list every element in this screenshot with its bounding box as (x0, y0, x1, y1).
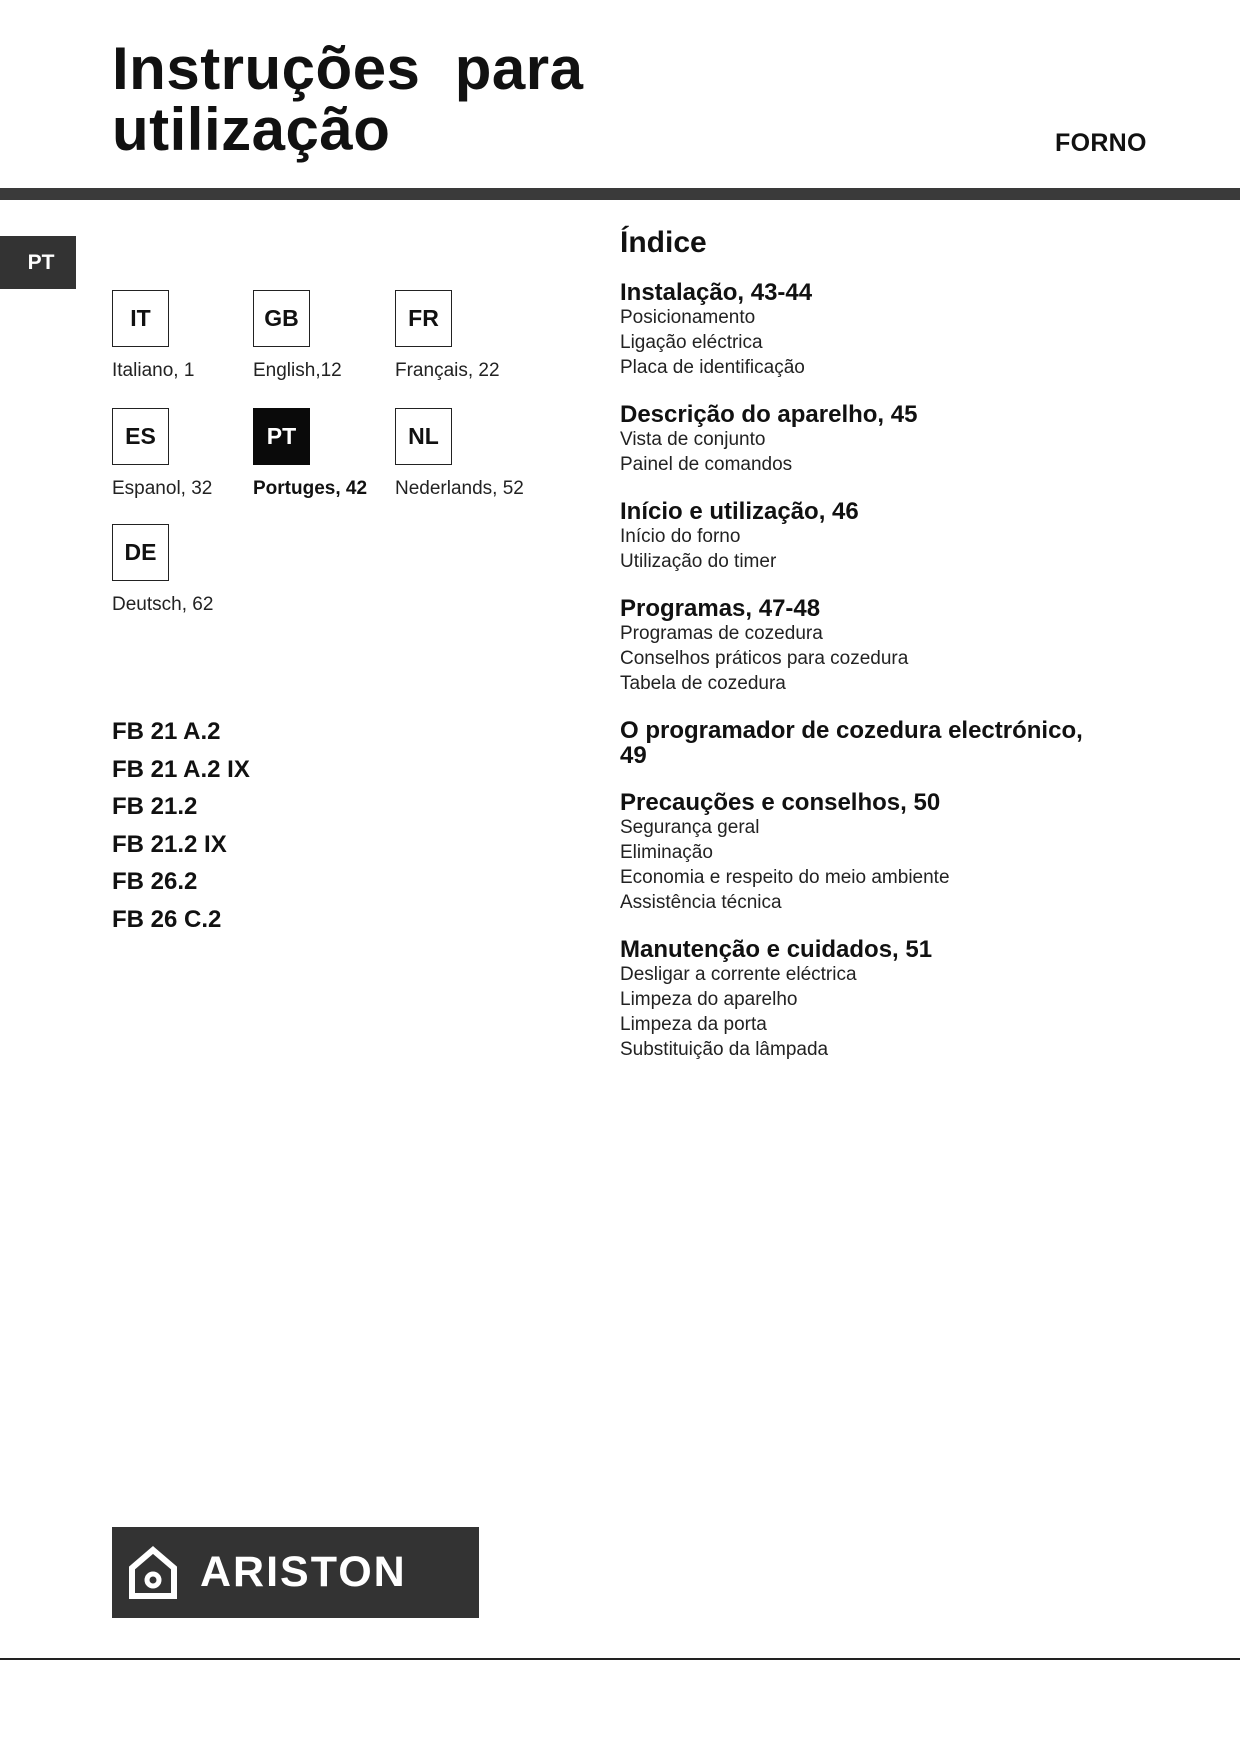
index-section (620, 402, 1140, 477)
table-of-contents (620, 226, 1140, 1084)
index-heading: Índice (620, 226, 707, 259)
index-section-item[interactable]: Conselhos práticos para cozedura (620, 648, 909, 669)
model-item: FB 21 A.2 IX (112, 755, 250, 783)
language-label: Nederlands, 52 (395, 478, 524, 499)
language-code-box-active[interactable]: PT (253, 408, 310, 465)
index-section-title[interactable]: Precauções e conselhos, 50 (620, 789, 941, 816)
language-label: Français, 22 (395, 360, 500, 381)
language-code-box[interactable]: ES (112, 408, 169, 465)
index-section-item[interactable]: Eliminação (620, 842, 713, 863)
index-section-item[interactable]: Limpeza da porta (620, 1014, 767, 1035)
title-line-1: Instruções para (112, 35, 584, 102)
language-option-es[interactable] (112, 408, 262, 500)
product-label: FORNO (1055, 129, 1147, 157)
index-section (620, 499, 1140, 574)
index-section-item[interactable]: Posicionamento (620, 307, 756, 328)
language-option-pt[interactable] (253, 408, 403, 500)
header-divider (0, 188, 1240, 200)
title-line-2: utilização (112, 96, 391, 163)
language-option-gb[interactable] (253, 290, 403, 382)
language-option-nl[interactable] (395, 408, 545, 500)
language-side-tab: PT (0, 236, 76, 289)
index-section-item[interactable]: Economia e respeito do meio ambiente (620, 867, 950, 888)
index-section-item[interactable]: Limpeza do aparelho (620, 989, 798, 1010)
language-option-it[interactable] (112, 290, 262, 382)
index-section-title[interactable]: Programas, 47-48 (620, 595, 821, 622)
language-option-fr[interactable] (395, 290, 545, 382)
index-section-item[interactable]: Assistência técnica (620, 892, 782, 913)
model-item: FB 26.2 (112, 868, 198, 896)
language-code-box[interactable]: FR (395, 290, 452, 347)
index-section (620, 718, 1140, 768)
index-section-item[interactable]: Ligação eléctrica (620, 332, 763, 353)
page-title (112, 35, 584, 163)
index-section-item[interactable]: Painel de comandos (620, 454, 793, 475)
index-section-item[interactable]: Segurança geral (620, 817, 760, 838)
language-label: Deutsch, 62 (112, 594, 214, 615)
language-label: Espanol, 32 (112, 478, 213, 499)
index-section-item[interactable]: Tabela de cozedura (620, 673, 786, 694)
index-section-item[interactable]: Programas de cozedura (620, 623, 823, 644)
house-icon (128, 1546, 178, 1600)
language-label: English,12 (253, 360, 342, 381)
model-item: FB 21.2 IX (112, 830, 227, 858)
index-section-item[interactable]: Vista de conjunto (620, 429, 766, 450)
index-section-item[interactable]: Placa de identificação (620, 357, 805, 378)
index-section-title[interactable]: Manutenção e cuidados, 51 (620, 936, 933, 963)
language-code-box[interactable]: NL (395, 408, 452, 465)
index-section (620, 596, 1140, 696)
index-section-item[interactable]: Início do forno (620, 526, 741, 547)
index-section (620, 937, 1140, 1062)
language-label-active: Portuges, 42 (253, 478, 368, 499)
model-item: FB 26 C.2 (112, 905, 222, 933)
language-option-de[interactable] (112, 524, 262, 616)
index-section-item[interactable]: Desligar a corrente eléctrica (620, 964, 857, 985)
model-item: FB 21 A.2 (112, 718, 221, 745)
ariston-logo (112, 1527, 479, 1618)
index-section-title[interactable]: Início e utilização, 46 (620, 498, 859, 525)
model-list (112, 713, 250, 939)
index-section-item[interactable]: Substituição da lâmpada (620, 1039, 829, 1060)
language-code-box[interactable]: IT (112, 290, 169, 347)
index-section (620, 280, 1140, 380)
index-section-item[interactable]: Utilização do timer (620, 551, 777, 572)
model-item: FB 21.2 (112, 793, 198, 821)
language-code-box[interactable]: GB (253, 290, 310, 347)
index-section-title[interactable]: Descrição do aparelho, 45 (620, 401, 918, 428)
brand-name: ARISTON (200, 1548, 407, 1596)
index-section (620, 790, 1140, 915)
language-code-box[interactable]: DE (112, 524, 169, 581)
footer-divider (0, 1658, 1240, 1660)
index-section-title[interactable]: Instalação, 43-44 (620, 279, 813, 306)
index-section-title[interactable]: O programador de cozedura electrónico, 49 (620, 717, 1083, 769)
language-label: Italiano, 1 (112, 360, 195, 381)
